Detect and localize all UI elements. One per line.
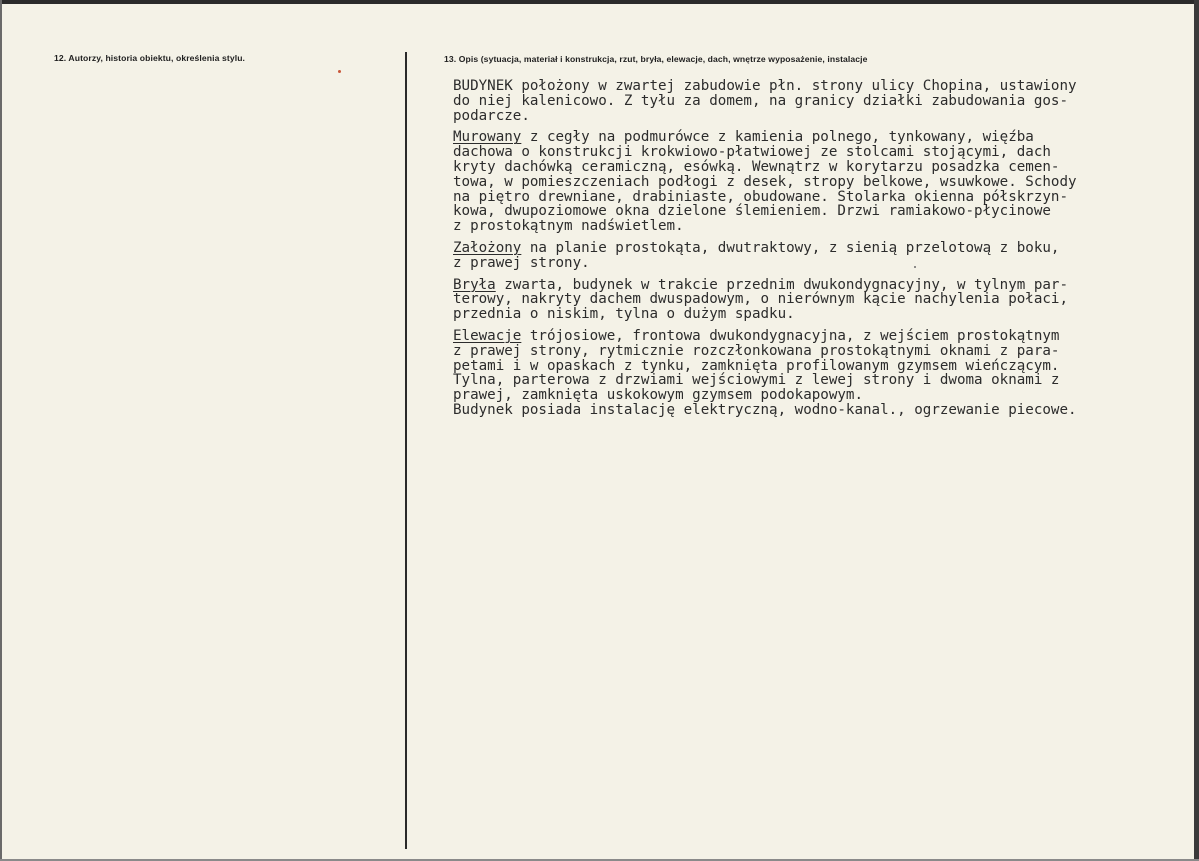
paragraph-location-text: położony w zwartej zabudowie płn. strony ulicy Chopina, ustawiony do niej kalenicowo. Z tyłu za domem, na granicy działki zabudowania gos- podarcze.	[453, 78, 1077, 124]
keyword-masonry: Murowany	[453, 129, 522, 146]
keyword-elevations: Elewacje	[453, 327, 522, 344]
scan-edge-top	[0, 0, 1199, 4]
paragraph-location	[453, 79, 1178, 123]
paragraph-construction	[453, 130, 1178, 234]
paragraph-plan	[453, 241, 1178, 271]
paragraph-plan-text: na planie prostokąta, dwutraktowy, z sienią przelotową z boku, z prawej strony.	[453, 239, 1060, 271]
keyword-building: BUDYNEK	[453, 78, 513, 94]
paragraph-construction-text: z cegły na podmurówce z kamienia polnego, tynkowany, więźba dachowa o konstrukcji krokwiowo-płatwiowej ze stolcami stojącymi, dach kryty dachówką ceramiczną, esówką. Wewnątrz w korytarzu posadzka cemen- towa, w pomieszczeniach podłogi z desek, stropy belkowe, wsuwkowe. Schody na piętro drewniane, drabiniaste, obudowane. Stolarka okienna półskrzyn- kowa, dwupoziomowe okna dzielone ślemieniem. Drzwi ramiakowo-płycinowe z prostokątnym nadświetlem.	[453, 129, 1077, 235]
paragraph-elevations	[453, 329, 1178, 403]
section-12-heading: 12. Autorzy, historia obiektu, określenia stylu.	[54, 53, 246, 63]
keyword-massing: Bryła	[453, 276, 496, 293]
paragraph-elevations-text: trójosiowe, frontowa dwukondygnacyjna, z wejściem prostokątnym z prawej strony, rytmicznie rozczłonkowana prostokątnymi oknami z para- petami i w opaskach z tynku, zamknięta profilowanym gzymsem wieńczącym. Tylna, parterowa z drzwiami wejściowymi z lewej strony i dwoma oknami z prawej, zamknięta uskokowym gzymsem podokapowym.	[453, 327, 1060, 404]
section-13-heading: 13. Opis (sytuacja, materiał i konstrukcja, rzut, bryła, elewacje, dach, wnętrze wyposażenie, instalacje	[444, 54, 868, 64]
scan-edge-right	[1194, 0, 1199, 861]
paragraph-massing	[453, 278, 1178, 322]
paragraph-massing-text: zwarta, budynek w trakcie przednim dwukondygnacyjny, w tylnym par- terowy, nakryty dachem dwuspadowym, o nierównym kącie nachylenia połaci, przednia o niskim, tylna o dużym spadku.	[453, 276, 1069, 323]
column-divider	[405, 52, 407, 849]
keyword-plan: Założony	[453, 239, 522, 256]
scan-edge-left	[0, 0, 2, 861]
description-text-block	[453, 79, 1178, 425]
ink-speck	[338, 70, 341, 73]
paragraph-installations: Budynek posiada instalację elektryczną, wodno-kanal., ogrzewanie piecowe.	[453, 401, 1077, 418]
